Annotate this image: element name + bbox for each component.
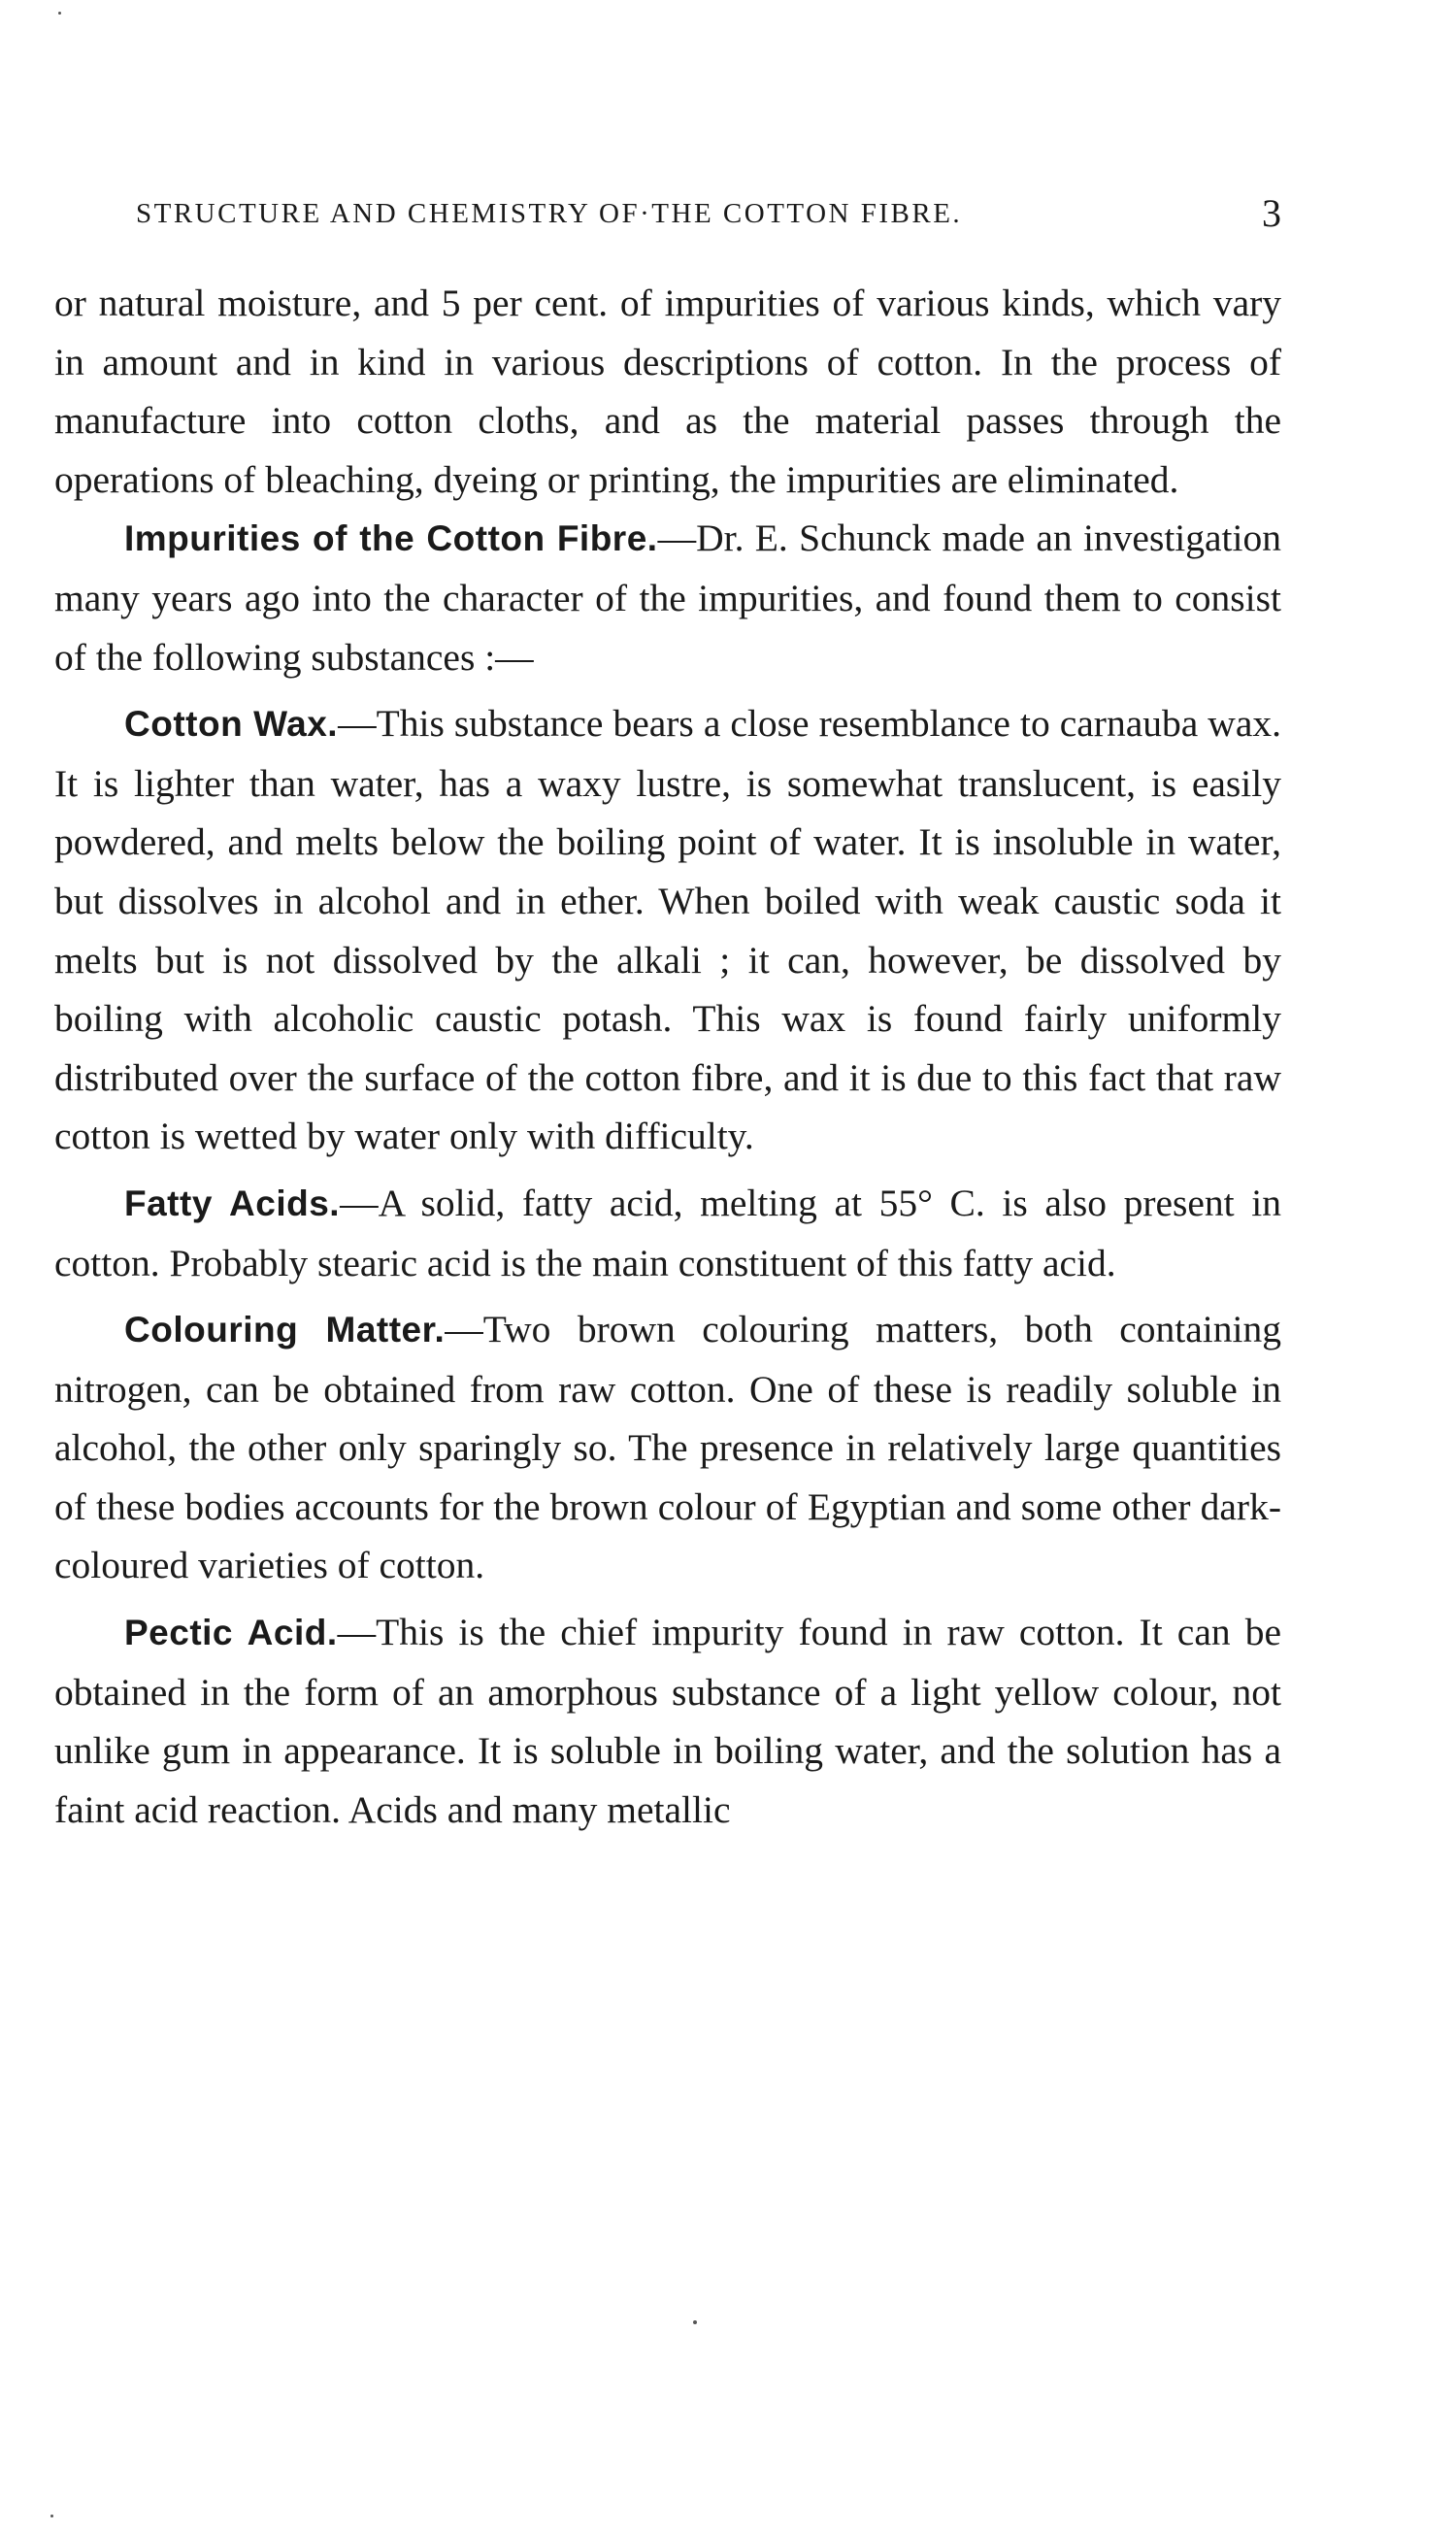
paragraph-colouring-matter [54,1300,1281,1595]
paragraph-fatty-acids [54,1174,1281,1292]
paragraph-text: —Two brown colouring matters, both containing nitrogen, can be obtained from raw cotton. One of these is readily soluble in alcohol, the other only sparingly so. The presence in relatively large quantities of these bodies accounts for the brown colour of Egyptian and some other dark-coloured varieties of cotton. [54,1308,1281,1587]
section-heading-cotton-wax: Cotton Wax. [124,704,339,745]
paragraph-text: —A solid, fatty acid, melting at 55° C. is also present in cotton. Probably stearic acid is the main constituent of this fatty acid. [54,1181,1281,1284]
paragraph-cotton-wax [54,694,1281,1166]
section-heading-colouring-matter: Colouring Matter. [124,1310,446,1350]
paragraph-impurities [54,509,1281,686]
scan-speck [693,2320,697,2324]
paragraph-text: or natural moisture, and 5 per cent. of impurities of various kinds, which vary in amount and in kind in various descriptions of cotton. In the process of manufacture into cotton cloths, and as the material passes through the operations of bleaching, dyeing or printing, the impurities are eliminated. [54,282,1281,501]
paragraph-text: —Dr. E. Schunck made an investigation many years ago into the character of the impurities, and found them to consist of the following substances :— [54,517,1281,679]
paragraph-text: —This substance bears a close resemblance to carnauba wax. It is lighter than water, has a waxy lustre, is somewhat translucent, is easily powdered, and melts below the boiling point of water. It is insoluble in water, but dissolves in alcohol and in ether. When boiled with weak caustic soda it melts but is not dissolved by the alkali ; it can, however, be dissolved by boiling with alcoholic caustic potash. This wax is found fairly uniformly distributed over the surface of the cotton fibre, and it is due to this fact that raw cotton is wetted by water only with difficulty. [54,702,1281,1158]
running-head [92,184,1281,243]
paragraph-pectic-acid [54,1603,1281,1839]
paragraph-continuation [54,274,1281,509]
section-heading-impurities: Impurities of the Cotton Fibre. [124,518,658,559]
scan-speck [58,12,61,15]
scan-speck [50,2515,53,2517]
section-heading-fatty-acids: Fatty Acids. [124,1183,341,1223]
page-number: 3 [1262,191,1281,235]
running-head-title: STRUCTURE AND CHEMISTRY OF·THE COTTON FIBRE. [136,198,963,229]
body-text [54,274,1281,1839]
section-heading-pectic-acid: Pectic Acid. [124,1613,338,1653]
paragraph-text: —This is the chief impurity found in raw cotton. It can be obtained in the form of an amorphous substance of a light yellow colour, not unlike gum in appearance. It is soluble in boiling water, and the solution has a faint acid reaction. Acids and many metallic [54,1611,1281,1831]
